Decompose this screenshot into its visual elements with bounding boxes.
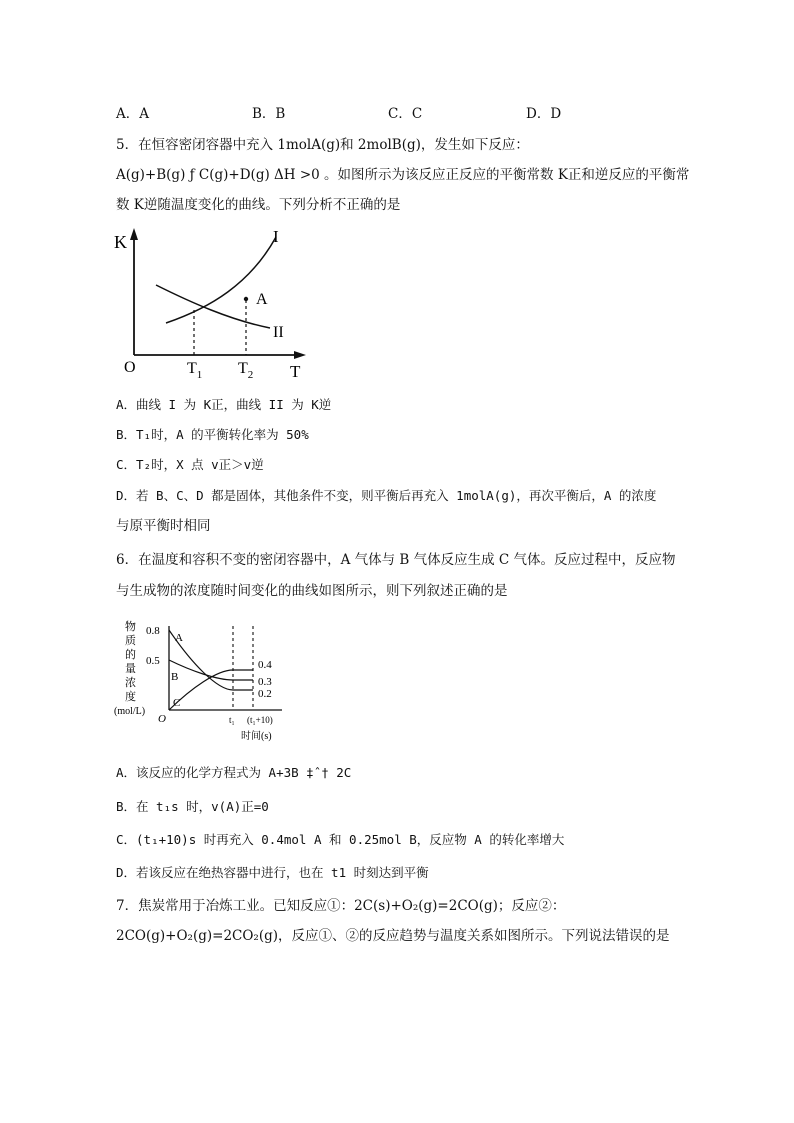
curve-ii-label: II: [273, 324, 284, 341]
prev-option-a: A．A: [116, 106, 149, 122]
ylabel-char-2: 质: [125, 635, 136, 647]
q6-option-b: B．在 t₁s 时，v(A)正=0: [116, 799, 269, 814]
series-c-label: C: [173, 697, 181, 709]
q5-option-a: A．曲线 I 为 K正，曲线 II 为 K逆: [116, 397, 332, 412]
ylabel-unit: (mol/L): [114, 706, 146, 717]
q5-stem-line1: 5．在恒容密闭容器中充入 1molA(g)和 2molB(g)，发生如下反应：: [116, 137, 529, 153]
xtick-t1-plus-10: (t₁+10): [247, 715, 273, 725]
ylabel-char-4: 量: [125, 663, 136, 675]
right-value-0-3: 0.3: [258, 676, 272, 688]
q6-stem-line1: 6．在温度和容积不变的密闭容器中，A 气体与 B 气体反应生成 C 气体。反应过程中，反应物: [116, 552, 676, 568]
q5-option-d: D．若 B、C、D 都是固体，其他条件不变，则平衡后再充入 1molA(g)，再次平衡后，A 的浓度: [116, 488, 657, 503]
right-value-0-2: 0.2: [258, 688, 272, 700]
curve-i-label: I: [273, 227, 279, 246]
graph-origin: O: [124, 359, 136, 376]
right-value-0-4: 0.4: [258, 659, 272, 671]
q6-concentration-chart: [112, 614, 312, 750]
prev-option-c: C．C: [388, 106, 423, 122]
q6-stem-line2: 与生成物的浓度随时间变化的曲线如图所示，则下列叙述正确的是: [116, 583, 508, 599]
t1-label: $T_1$: [187, 360, 203, 381]
series-a-label: A: [175, 632, 183, 644]
q5-k-vs-t-graph: [110, 222, 310, 384]
t2-label: $T_2$: [238, 360, 254, 381]
ylabel-char-1: 物: [125, 621, 136, 633]
ytick-0-5: 0.5: [146, 655, 160, 667]
q5-stem-line3: 数 K逆随温度变化的曲线。下列分析不正确的是: [116, 197, 401, 213]
ytick-0-8: 0.8: [146, 625, 160, 637]
prev-option-b: B．B: [252, 106, 286, 122]
point-a-label: A: [256, 291, 268, 308]
ylabel-char-5: 浓: [125, 677, 136, 689]
origin-label: O: [158, 713, 166, 725]
q5-option-d-cont: 与原平衡时相同: [116, 518, 211, 534]
q5-option-c: C．T₂时，X 点 v正＞v逆: [116, 457, 264, 472]
ylabel-char-6: 度: [125, 691, 136, 703]
series-b-label: B: [171, 671, 179, 683]
xlabel: 时间(s): [241, 731, 272, 742]
q7-stem-line2: 2CO(g)+O₂(g)=2CO₂(g)，反应①、②的反应趋势与温度关系如图所示。下列说法错误的是: [116, 928, 670, 944]
q6-option-c: C．(t₁+10)s 时再充入 0.4mol A 和 0.25mol B，反应物 A 的转化率增大: [116, 832, 565, 847]
xtick-t1: t₁: [229, 715, 235, 725]
prev-option-d: D．D: [526, 106, 562, 122]
graph-y-label: K: [114, 232, 127, 252]
q6-option-a: A．该反应的化学方程式为 A+3B ‡ˆ† 2C: [116, 765, 352, 780]
q5-stem-line2: A(g)+B(g) ƒ C(g)+D(g) ΔH >0 。如图所示为该反应正反应的平衡常数 K正和逆反应的平衡常: [116, 167, 690, 183]
graph-x-label: T: [290, 362, 301, 381]
q6-option-d: D．若该反应在绝热容器中进行，也在 t1 时刻达到平衡: [116, 865, 429, 880]
q5-option-b: B．T₁时，A 的平衡转化率为 50%: [116, 427, 309, 442]
q7-stem-line1: 7．焦炭常用于冶炼工业。已知反应①：2C(s)+O₂(g)=2CO(g)；反应②：: [116, 898, 566, 914]
ylabel-char-3: 的: [125, 649, 136, 661]
